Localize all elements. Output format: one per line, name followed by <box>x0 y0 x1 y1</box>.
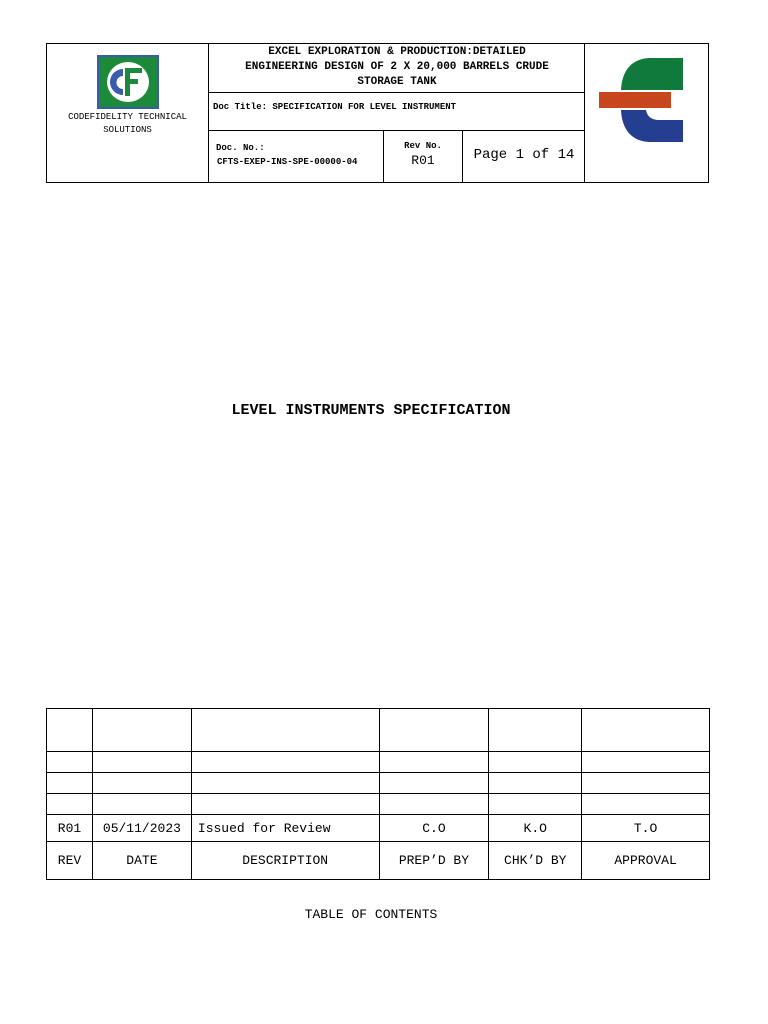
rev-cell: R01 <box>47 815 93 842</box>
table-row <box>47 794 710 815</box>
column-header-rev: REV <box>47 842 93 880</box>
revision-table <box>46 708 710 880</box>
rev-number-label: Rev No. <box>404 141 442 151</box>
table-header-row <box>47 842 710 880</box>
checked-by-cell: K.O <box>489 815 582 842</box>
table-cell <box>92 752 191 773</box>
table-cell <box>582 752 710 773</box>
table-cell <box>92 794 191 815</box>
header-divider <box>208 92 584 93</box>
table-cell <box>489 794 582 815</box>
table-cell <box>379 709 489 752</box>
rev-number-value: R01 <box>411 153 435 168</box>
table-cell <box>92 773 191 794</box>
column-header-prepared-by: PREP’D BY <box>379 842 489 880</box>
description-cell: Issued for Review <box>191 815 379 842</box>
table-cell <box>47 752 93 773</box>
table-cell <box>582 773 710 794</box>
table-cell <box>191 794 379 815</box>
table-cell <box>582 794 710 815</box>
company-logo <box>97 55 159 109</box>
table-cell <box>191 709 379 752</box>
table-cell <box>92 709 191 752</box>
doc-number-value: CFTS-EXEP-INS-SPE-00000-04 <box>217 157 358 167</box>
client-logo-icon <box>597 56 687 146</box>
table-cell <box>489 773 582 794</box>
approval-cell: T.O <box>582 815 710 842</box>
table-cell <box>489 709 582 752</box>
table-cell <box>379 794 489 815</box>
table-cell <box>379 773 489 794</box>
table-cell <box>379 752 489 773</box>
doc-title: Doc Title: SPECIFICATION FOR LEVEL INSTRUMENT <box>213 102 457 112</box>
company-name: CODEFIDELITY TECHNICAL SOLUTIONS <box>68 112 187 135</box>
table-cell <box>191 773 379 794</box>
doc-number-label: Doc. No.: <box>216 143 265 153</box>
page-title: LEVEL INSTRUMENTS SPECIFICATION <box>231 402 511 419</box>
project-title: EXCEL EXPLORATION & PRODUCTION:DETAILED ENGINEERING DESIGN OF 2 X 20,000 BARRELS CRUDE STORAGE TANK <box>245 46 549 88</box>
table-row <box>47 773 710 794</box>
table-cell <box>47 794 93 815</box>
date-cell: 05/11/2023 <box>92 815 191 842</box>
table-row <box>47 709 710 752</box>
table-row <box>47 752 710 773</box>
cf-logo-icon <box>99 57 157 107</box>
column-header-date: DATE <box>92 842 191 880</box>
column-header-description: DESCRIPTION <box>191 842 379 880</box>
prepared-by-cell: C.O <box>379 815 489 842</box>
table-of-contents-heading: TABLE OF CONTENTS <box>304 907 438 922</box>
document-header <box>46 43 709 183</box>
table-cell <box>47 709 93 752</box>
column-header-checked-by: CHK’D BY <box>489 842 582 880</box>
column-header-approval: APPROVAL <box>582 842 710 880</box>
page-counter: Page 1 of 14 <box>473 147 575 163</box>
table-cell <box>489 752 582 773</box>
table-cell <box>191 752 379 773</box>
table-cell <box>582 709 710 752</box>
table-cell <box>47 773 93 794</box>
table-row <box>47 815 710 842</box>
header-divider <box>208 130 584 131</box>
